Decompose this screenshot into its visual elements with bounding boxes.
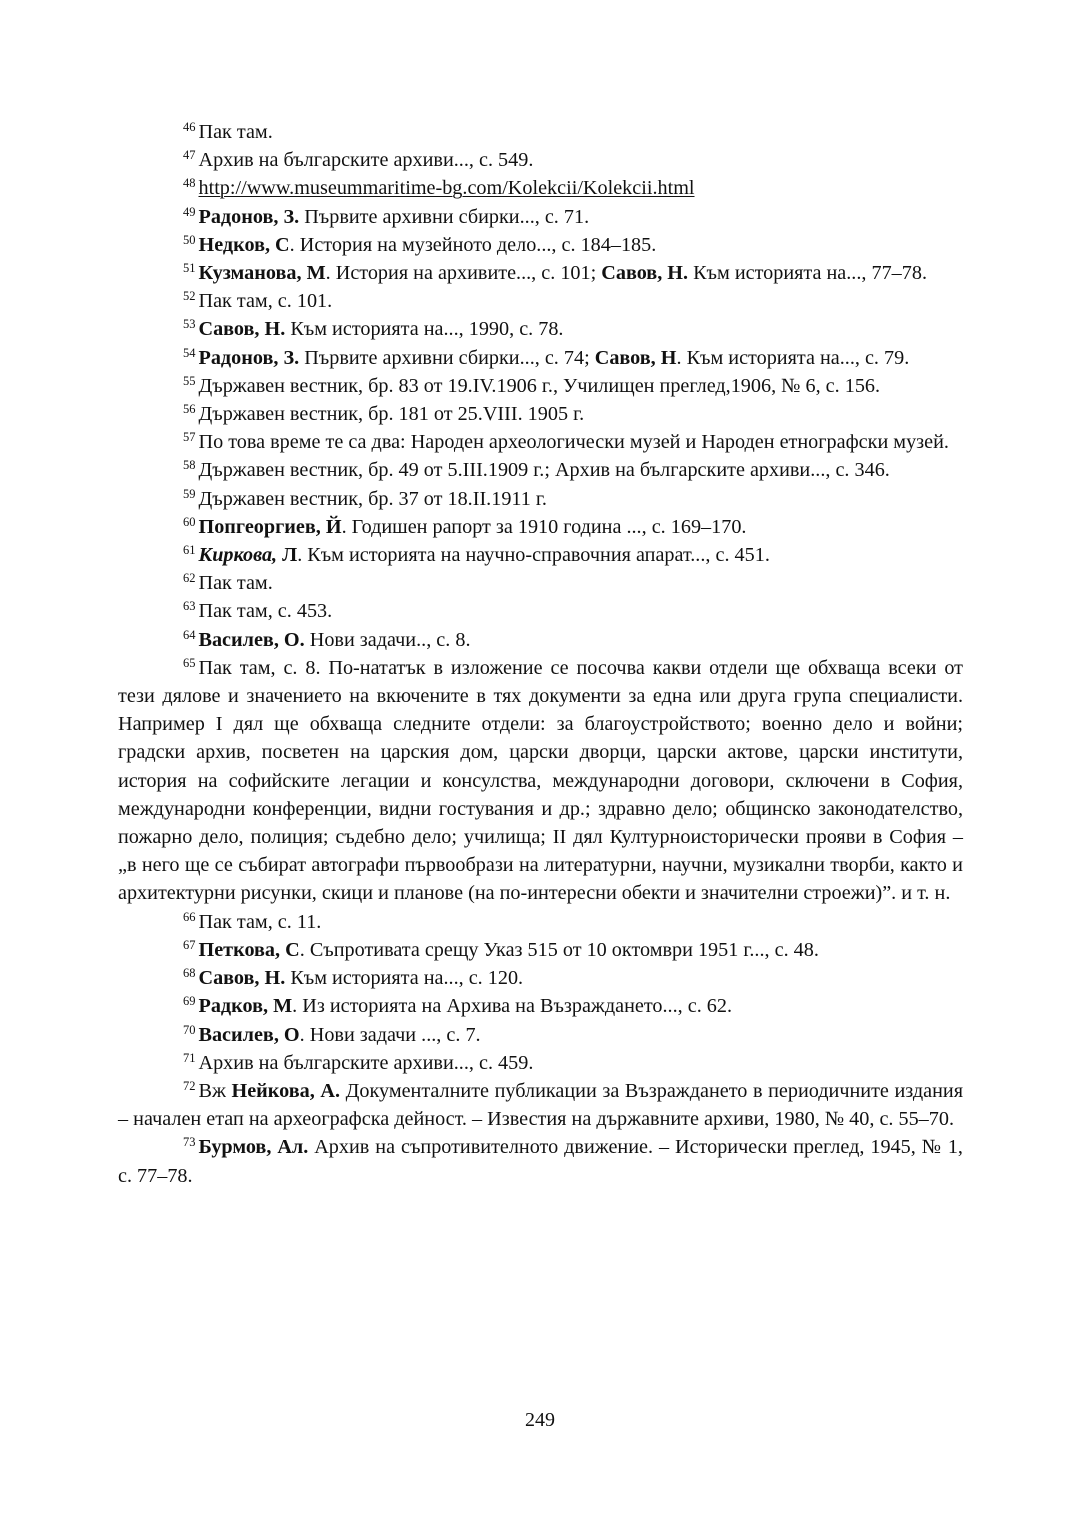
author-name: Савов, Н. xyxy=(198,967,286,990)
author-name: Савов, Н. xyxy=(198,318,286,341)
footnote-number: 53 xyxy=(183,317,196,332)
footnote-text: Първите архивни сбирки..., с. 74; xyxy=(299,346,595,369)
footnote-text: Документалните публикации за Възраждането в периодичните издания – начален етап на археографска дейност. – Известия на държавните архиви, 1980, № 40, с. 55–70. xyxy=(118,1079,963,1131)
page-number: 249 xyxy=(525,1409,555,1431)
footnote-54 xyxy=(118,344,963,372)
footnote-72 xyxy=(118,1077,963,1133)
author-name: С xyxy=(285,938,300,961)
author-name: Савов, Н xyxy=(594,346,677,369)
author-name: Киркова, xyxy=(198,544,278,567)
footnote-text: . История на архивите..., с. 101; xyxy=(325,262,602,285)
footnote-number: 54 xyxy=(183,345,196,360)
footnote-number: 58 xyxy=(183,458,196,473)
author-name: Кузманова, М xyxy=(198,262,326,285)
footnote-text: Архив на българските архиви..., с. 549. xyxy=(198,149,534,172)
author-name: Радонов, З. xyxy=(198,205,300,228)
footnote-number: 61 xyxy=(183,543,196,558)
footnote-text: Вж xyxy=(198,1079,232,1102)
footnote-text: Държавен вестник, бр. 37 от 18.II.1911 г. xyxy=(198,487,547,510)
footnote-text: . Нови задачи ..., с. 7. xyxy=(299,1023,481,1046)
footnote-text: Пак там, с. 11. xyxy=(198,910,322,933)
footnote-number: 64 xyxy=(183,627,196,642)
footnote-73 xyxy=(118,1133,963,1189)
footnote-number: 65 xyxy=(183,655,196,670)
footnote-number: 57 xyxy=(183,430,196,445)
footnote-71 xyxy=(118,1049,963,1077)
footnote-63 xyxy=(118,597,963,625)
footnote-number: 70 xyxy=(183,1022,196,1037)
author-name: Петкова, xyxy=(198,938,286,961)
footnote-46 xyxy=(118,118,963,146)
footnote-64 xyxy=(118,626,963,654)
footnote-text: Държавен вестник, бр. 181 от 25.VIII. 1905 г. xyxy=(198,403,585,426)
footnote-number: 72 xyxy=(183,1078,196,1093)
footnote-text: Архив на българските архиви..., с. 459. xyxy=(198,1051,534,1074)
footnote-69 xyxy=(118,992,963,1020)
author-name: Савов, Н. xyxy=(601,262,689,285)
footnote-text: Държавен вестник, бр. 83 от 19.IV.1906 г., Училищен преглед,1906, № 6, с. 156. xyxy=(198,374,881,397)
footnote-number: 59 xyxy=(183,486,196,501)
footnote-text: Пак там. xyxy=(198,121,273,143)
footnote-61 xyxy=(118,541,963,569)
footnote-58 xyxy=(118,456,963,484)
footnote-49 xyxy=(118,203,963,231)
footnote-text: Към историята на..., с. 120. xyxy=(285,967,524,990)
footnote-link[interactable]: http://www.museummaritime-bg.com/Kolekcii/Kolekcii.html xyxy=(198,177,695,200)
footnote-number: 69 xyxy=(183,994,196,1009)
author-name: Л xyxy=(277,544,298,567)
author-name: Радонов, З. xyxy=(198,346,300,369)
footnote-text: Първите архивни сбирки..., с. 71. xyxy=(299,205,590,228)
footnote-59 xyxy=(118,485,963,513)
footnote-text: Архив на съпротивителното движение. – Исторически преглед, 1945, № 1, с. 77–78. xyxy=(118,1136,963,1187)
footnote-text: . Съпротивата срещу Указ 515 от 10 октомври 1951 г..., с. 48. xyxy=(299,938,819,961)
footnote-60 xyxy=(118,513,963,541)
footnote-number: 48 xyxy=(183,176,196,191)
author-name: Бурмов, Ал. xyxy=(198,1136,309,1159)
footnote-number: 66 xyxy=(183,909,196,924)
footnote-text: . История на музейното дело..., с. 184–185. xyxy=(289,233,657,256)
footnote-53 xyxy=(118,315,963,343)
footnotes-page xyxy=(118,118,963,1190)
footnote-number: 50 xyxy=(183,232,196,247)
footnote-number: 73 xyxy=(183,1135,196,1150)
footnote-list xyxy=(118,118,963,1190)
footnote-number: 46 xyxy=(183,120,196,134)
footnote-55 xyxy=(118,372,963,400)
footnote-52 xyxy=(118,287,963,315)
footnote-text: . Из историята на Архива на Възраждането..., с. 62. xyxy=(292,995,733,1018)
footnote-text: Държавен вестник, бр. 49 от 5.III.1909 г.; Архив на българските архиви..., с. 346. xyxy=(198,459,890,482)
footnote-66 xyxy=(118,908,963,936)
author-name: Попгеоргиев, Й xyxy=(198,515,342,538)
footnote-62 xyxy=(118,569,963,597)
footnote-number: 62 xyxy=(183,571,196,586)
author-name: Нейкова, А. xyxy=(231,1079,341,1102)
footnote-text: . Към историята на научно-справочния апарат..., с. 451. xyxy=(297,544,770,567)
author-name: Василев, О xyxy=(198,1023,300,1046)
footnote-57 xyxy=(118,428,963,456)
footnote-56 xyxy=(118,400,963,428)
footnote-text: Пак там, с. 8. По-нататък в изложение се посочва какви отдели ще обхваща всеки от тези дялове и значението на вкючените в тях документи за една или друга група специалисти. Например I дял ще обхваща следните отдели: за благоустройството; военно дело и войни; градски архив, посветен на царския дом, царски дворци, царски актове, царски институти, история на софийските легации и консулства, международни договори, сключени в София, международни конференции, видни гостувания и др.; здравно дело; общинско законодателство, пожарно дело, полиция; съдебно дело; училища; II дял Културноисторически прояви в София – „в него ще се събират автографи първообрази на литературни, научни, музикални творби, както и архитектурни рисунки, скици и планове (на по-интересни обекти и значителни строежи)”. и т. н. xyxy=(118,656,963,905)
footnote-text: По това време те са два: Народен археологически музей и Народен етнографски музей. xyxy=(198,431,949,454)
footnote-number: 63 xyxy=(183,599,196,614)
footnote-48 xyxy=(118,174,963,202)
footnote-text: Нови задачи.., с. 8. xyxy=(304,628,471,651)
footnote-number: 71 xyxy=(183,1050,196,1065)
footnote-number: 68 xyxy=(183,966,196,981)
footnote-text: Към историята на..., 77–78. xyxy=(688,262,928,285)
footnote-68 xyxy=(118,964,963,992)
footnote-50 xyxy=(118,231,963,259)
footnote-number: 47 xyxy=(183,148,196,163)
footnote-number: 52 xyxy=(183,289,196,304)
author-name: Радков, М xyxy=(198,995,293,1018)
footnote-number: 49 xyxy=(183,204,196,219)
footnote-65 xyxy=(118,654,963,908)
footnote-text: Към историята на..., 1990, с. 78. xyxy=(285,318,564,341)
author-name: Недков, С xyxy=(198,233,290,256)
footnote-51 xyxy=(118,259,963,287)
footnote-47 xyxy=(118,146,963,174)
footnote-number: 55 xyxy=(183,373,196,388)
footnote-number: 67 xyxy=(183,937,196,952)
footnote-text: . Към историята на..., с. 79. xyxy=(676,346,910,369)
footnote-text: Пак там, с. 101. xyxy=(198,290,333,313)
footnote-text: Пак там, с. 453. xyxy=(198,600,333,623)
author-name: Василев, О. xyxy=(198,628,305,651)
footnote-number: 51 xyxy=(183,261,196,276)
footnote-text: Пак там. xyxy=(198,572,273,595)
footnote-70 xyxy=(118,1021,963,1049)
footnote-number: 60 xyxy=(183,514,196,529)
footnote-number: 56 xyxy=(183,402,196,417)
footnote-text: . Годишен рапорт за 1910 година ..., с. 169–170. xyxy=(341,515,747,538)
footnote-67 xyxy=(118,936,963,964)
